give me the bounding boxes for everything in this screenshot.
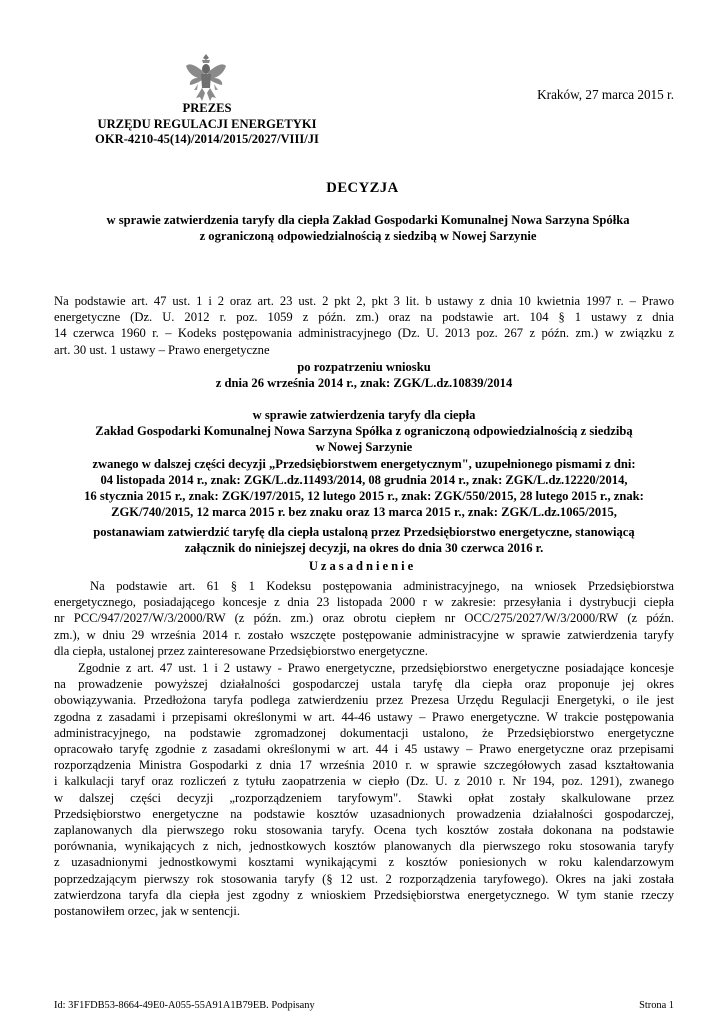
text-line: obowiązywania. Przedłożona taryfa podlega zatwierdzeniu przez Prezesa Urzędu Regulacji Energetyki, o ile jest — [54, 693, 674, 708]
text-line: Zgodnie z art. 47 ust. 1 i 2 ustawy - Prawo energetyczne, przedsiębiorstwo energetyczne posiadające koncesje — [78, 661, 674, 675]
text-line: zaplanowanych dla pierwszego roku stosowania taryfy. Ocena tych kosztów została dokonana na podstawie — [54, 823, 674, 838]
page-number: Strona 1 — [639, 1000, 674, 1011]
text-line: poprzedzającym pierwszy rok stosowania taryfy (§ 12 ust. 2 rozporządzenia taryfowego). Okres na jaki została — [54, 871, 674, 886]
justification-heading: Uzasadnienie — [308, 559, 417, 573]
text-line: opracowało taryfę zgodnie z zasadami określonymi w art. 44 i 45 ustawy – Prawo energetyczne oraz przepisami — [54, 742, 674, 757]
text-line: nr PCC/947/2027/W/3/2000/RW (z późn. zm.) oraz obrotu ciepłem nr OCC/275/2027/W/3/2000/RW (z późn. — [54, 611, 674, 626]
decision-operative-part — [54, 524, 674, 556]
subject-line: z ograniczoną odpowiedzialnością z siedzibą w Nowej Sarzynie — [199, 229, 537, 243]
document-title: DECYZJA — [326, 180, 399, 196]
text-line: zatwierdzona taryfa dla ciepła jest zgodny z wnioskiem Przedsiębiorstwa energetycznego. W tym stanie rzeczy — [54, 887, 674, 902]
text-line: w Nowej Sarzynie — [315, 440, 413, 455]
text-line: Na podstawie art. 47 ust. 1 i 2 oraz art. 23 ust. 2 pkt 2, pkt 3 lit. b ustawy z dnia 10 kwietnia 1997 r. – Prawo — [54, 294, 674, 308]
application-reference — [54, 359, 674, 391]
text-line: postanowiłem orzec, jak w sentencji. — [54, 904, 241, 919]
text-line: energetycznego, posiadającego koncesje z dnia 23 listopada 2000 r w zakresie: przesyłania i dystrybucji ciepła — [54, 595, 674, 610]
text-line: Przedsiębiorstwo energetyczne na podstawie kosztów uzasadnionych prowadzenia działalności gospodarczej, — [54, 806, 674, 821]
text-line: art. 30 ust. 1 ustawy – Prawo energetyczne — [54, 342, 270, 357]
text-line: z uzasadnionymi jednostkowymi kosztami wynikającymi z kosztów poniesionych w roku kalendarzowym — [54, 855, 674, 870]
text-line: 04 listopada 2014 r., znak: ZGK/L.dz.11493/2014, 08 grudnia 2014 r., znak: ZGK/L.dz.12220/2014, — [100, 472, 628, 487]
text-line: rozporządzenia Ministra Gospodarki z dnia 17 września 2010 r. w sprawie szczegółowych zasad kształtowania — [54, 758, 674, 773]
text-line: 14 czerwca 1960 r. – Kodeks postępowania administracyjnego (Dz. U. 2013 poz. 267 z późn. zm.) w związku z — [54, 326, 674, 341]
justification-paragraph-2 — [54, 660, 674, 919]
text-line: po rozpatrzeniu wniosku — [297, 360, 431, 374]
text-line: w sprawie zatwierdzenia taryfy dla ciepła — [252, 408, 476, 422]
issuer-header — [62, 101, 352, 148]
issuer-title: PREZES — [182, 101, 232, 115]
text-line: zgodna z zasadami i przepisami określonymi w art. 44-46 ustawy – Prawo energetyczne. W trakcie postępowania — [54, 709, 674, 724]
text-line: w dalszej części decyzji „rozporządzeniem taryfowym". Stawki opłat zostały skalkulowane przez — [54, 790, 674, 805]
text-line: porównania, wynikających z nich, jednostkowych kosztów planowanych dla pierwszego roku stosowania taryfy — [54, 839, 674, 854]
subject-line: w sprawie zatwierdzenia taryfy dla ciepła Zakład Gospodarki Komunalnej Nowa Sarzyna Spółka — [106, 213, 630, 227]
decision-subject — [62, 212, 674, 244]
text-line: 16 stycznia 2015 r., znak: ZGK/197/2015, 12 lutego 2015 r., znak: ZGK/550/2015, 28 lutego 2015 r., znak: — [84, 489, 644, 504]
text-line: administracyjnego, na podstawie zgromadzonej dokumentacji ustalono, że Przedsiębiorstwo energetyczne — [54, 725, 674, 740]
text-line: na prowadzenie powyższej działalności gospodarczej ustala taryfę dla ciepła oraz proponuje jej okres — [54, 677, 674, 692]
place-date: Kraków, 27 marca 2015 r. — [537, 87, 674, 102]
text-line: z dnia 26 września 2014 r., znak: ZGK/L.dz.10839/2014 — [215, 376, 513, 391]
text-line: dla ciepła, ustalonej przez zainteresowane Przedsiębiorstwo energetyczne. — [54, 643, 428, 658]
text-line: zm.), w dniu 29 września 2014 r. zostało wszczęte postępowanie administracyjne w sprawie zatwierdzenia taryfy — [54, 627, 674, 642]
polish-eagle-emblem-icon — [184, 52, 228, 104]
text-line: energetyczne (Dz. U. 2012 r. poz. 1059 z późn. zm.) oraz na podstawie art. 104 § 1 ustawy z dnia — [54, 310, 674, 325]
legal-basis-paragraph — [54, 293, 674, 358]
text-line: i kalkulacji taryf oraz rozliczeń z tytułu zaopatrzenia w ciepło (Dz. U. z 2010 r. Nr 194, poz. 1291), zwanego — [54, 774, 674, 789]
text-line: postanawiam zatwierdzić taryfę dla ciepła ustaloną przez Przedsiębiorstwo energetyczne, stanowiącą — [93, 525, 635, 539]
document-id-footer: Id: 3F1FDB53-8664-49E0-A055-55A91A1B79EB. Podpisany — [54, 1000, 315, 1011]
text-line: ZGK/740/2015, 12 marca 2015 r. bez znaku oraz 13 marca 2015 r., znak: ZGK/L.dz.1065/2015, — [111, 505, 617, 520]
case-reference: OKR-4210-45(14)/2014/2015/2027/VIII/JI — [95, 132, 319, 146]
text-line: Zakład Gospodarki Komunalnej Nowa Sarzyna Spółka z ograniczoną odpowiedzialnością z siedzibą — [95, 424, 633, 439]
justification-paragraph-1 — [54, 578, 674, 659]
issuer-office: URZĘDU REGULACJI ENERGETYKI — [97, 116, 317, 131]
matter-block — [54, 407, 674, 520]
text-line: Na podstawie art. 61 § 1 Kodeksu postępowania administracyjnego, na wniosek Przedsiębiorstwa — [90, 579, 674, 593]
text-line: załącznik do niniejszej decyzji, na okres do dnia 30 czerwca 2016 r. — [184, 541, 544, 556]
text-line: zwanego w dalszej części decyzji „Przedsiębiorstwem energetycznym", uzupełnionego pismami z dni: — [92, 456, 636, 471]
